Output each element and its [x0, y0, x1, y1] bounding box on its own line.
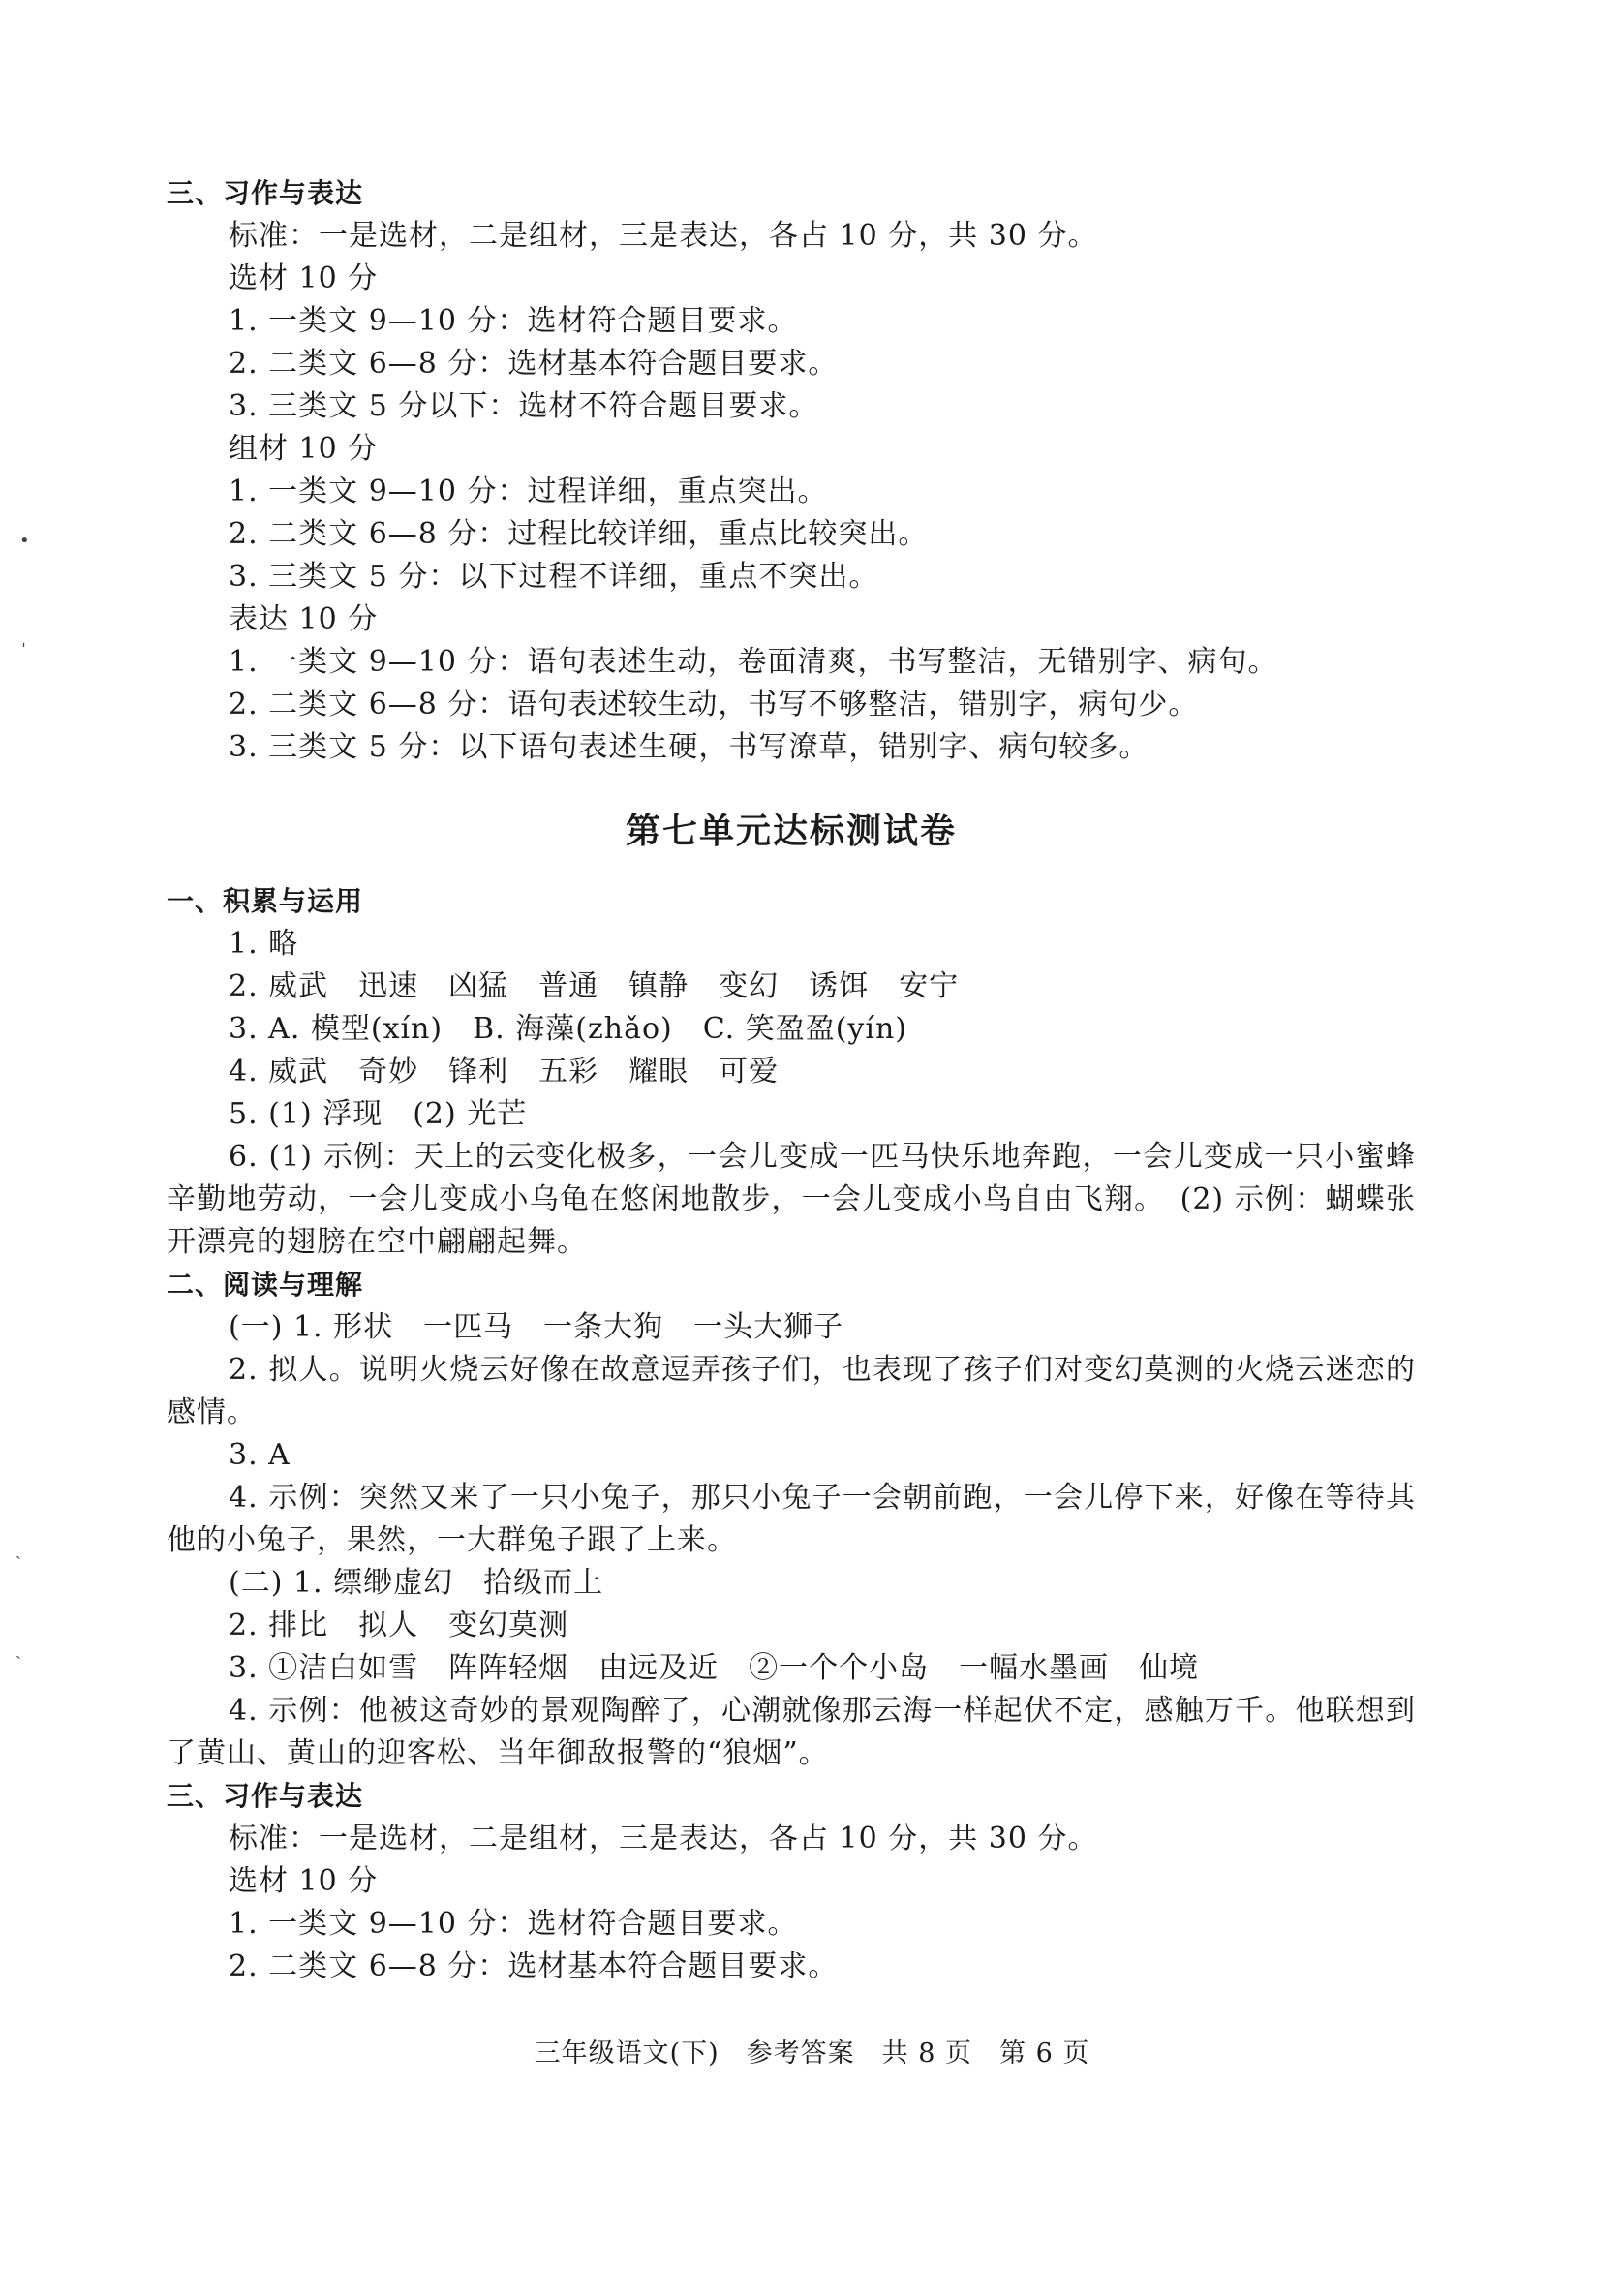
- answer-paragraph: 4. 示例：他被这奇妙的景观陶醉了，心潮就像那云海一样起伏不定，感触万千。他联想到了黄山、黄山的迎客松、当年御敌报警的“狼烟”。: [167, 1694, 1416, 1770]
- answer-line: 3. A. 模型(xín) B. 海藻(zhǎo) C. 笑盈盈(yín): [229, 1012, 907, 1046]
- criteria-item: 2. 二类文 6—8 分：选材基本符合题目要求。: [229, 1949, 839, 1983]
- unit-title: 第七单元达标测试卷: [625, 811, 957, 851]
- scan-speck: ˌ: [21, 629, 26, 650]
- answer-page: [167, 172, 1416, 1988]
- criteria-item: 1. 一类文 9—10 分：过程详细，重点突出。: [229, 475, 828, 508]
- criteria-label: 选材 10 分: [229, 1864, 379, 1898]
- criteria-item: 3. 三类文 5 分：以下语句表述生硬，书写潦草，错别字、病句较多。: [229, 730, 1149, 764]
- criteria-label: 组材 10 分: [229, 432, 379, 466]
- section-heading: 二、阅读与理解: [167, 1269, 364, 1301]
- scoring-standard: 标准：一是选材，二是组材，三是表达，各占 10 分，共 30 分。: [229, 219, 1098, 253]
- answer-line: 1. 略: [229, 927, 299, 961]
- criteria-label: 选材 10 分: [229, 261, 379, 295]
- section-heading: 一、积累与运用: [167, 885, 364, 917]
- criteria-item: 1. 一类文 9—10 分：选材符合题目要求。: [229, 304, 798, 338]
- section-heading: 三、习作与表达: [167, 177, 364, 209]
- criteria-item: 3. 三类文 5 分：以下过程不详细，重点不突出。: [229, 560, 879, 594]
- answer-paragraph: 6. (1) 示例：天上的云变化极多，一会儿变成一匹马快乐地奔跑，一会儿变成一只小蜜蜂辛勤地劳动，一会儿变成小乌龟在悠闲地散步，一会儿变成小鸟自由飞翔。 (2) 示例：蝴蝶张开漂亮的翅膀在空中翩翩起舞。: [167, 1140, 1416, 1259]
- answer-line: 2. 威武 迅速 凶猛 普通 镇静 变幻 诱饵 安宁: [229, 969, 960, 1003]
- criteria-item: 2. 二类文 6—8 分：语句表述较生动，书写不够整洁，错别字，病句少。: [229, 688, 1199, 721]
- scoring-standard: 标准：一是选材，二是组材，三是表达，各占 10 分，共 30 分。: [229, 1822, 1098, 1855]
- criteria-item: 1. 一类文 9—10 分：语句表述生动，卷面清爽，书写整洁，无错别字、病句。: [229, 645, 1278, 679]
- criteria-label: 表达 10 分: [229, 602, 379, 636]
- answer-line: (一) 1. 形状 一匹马 一条大狗 一头大狮子: [229, 1310, 844, 1344]
- section-heading: 三、习作与表达: [167, 1780, 364, 1812]
- criteria-item: 3. 三类文 5 分以下：选材不符合题目要求。: [229, 389, 819, 423]
- criteria-item: 2. 二类文 6—8 分：过程比较详细，重点比较突出。: [229, 517, 929, 551]
- answer-paragraph: 2. 拟人。说明火烧云好像在故意逗弄孩子们，也表现了孩子们对变幻莫测的火烧云迷恋的感情。: [167, 1353, 1416, 1429]
- answer-paragraph: 4. 示例：突然又来了一只小兔子，那只小兔子一会朝前跑，一会儿停下来，好像在等待其他的小兔子，果然，一大群兔子跟了上来。: [167, 1481, 1416, 1557]
- answer-line: (二) 1. 缥缈虚幻 拾级而上: [229, 1566, 604, 1600]
- scan-speck: •: [19, 531, 30, 551]
- scan-speck: ˏ: [15, 1540, 21, 1560]
- answer-line: 2. 排比 拟人 变幻莫测: [229, 1609, 569, 1642]
- criteria-item: 2. 二类文 6—8 分：选材基本符合题目要求。: [229, 347, 839, 381]
- answer-line: 3. ①洁白如雪 阵阵轻烟 由远及近 ②一个个小岛 一幅水墨画 仙境: [229, 1651, 1200, 1685]
- answer-line: 4. 威武 奇妙 锋利 五彩 耀眼 可爱: [229, 1055, 780, 1089]
- criteria-item: 1. 一类文 9—10 分：选材符合题目要求。: [229, 1907, 798, 1941]
- answer-line: 3. A: [229, 1438, 291, 1472]
- answer-line: 5. (1) 浮现 (2) 光芒: [229, 1097, 528, 1131]
- page-footer: 三年级语文(下) 参考答案 共 8 页 第 6 页: [534, 2039, 1090, 2069]
- scan-speck: ˎ: [15, 1640, 21, 1660]
